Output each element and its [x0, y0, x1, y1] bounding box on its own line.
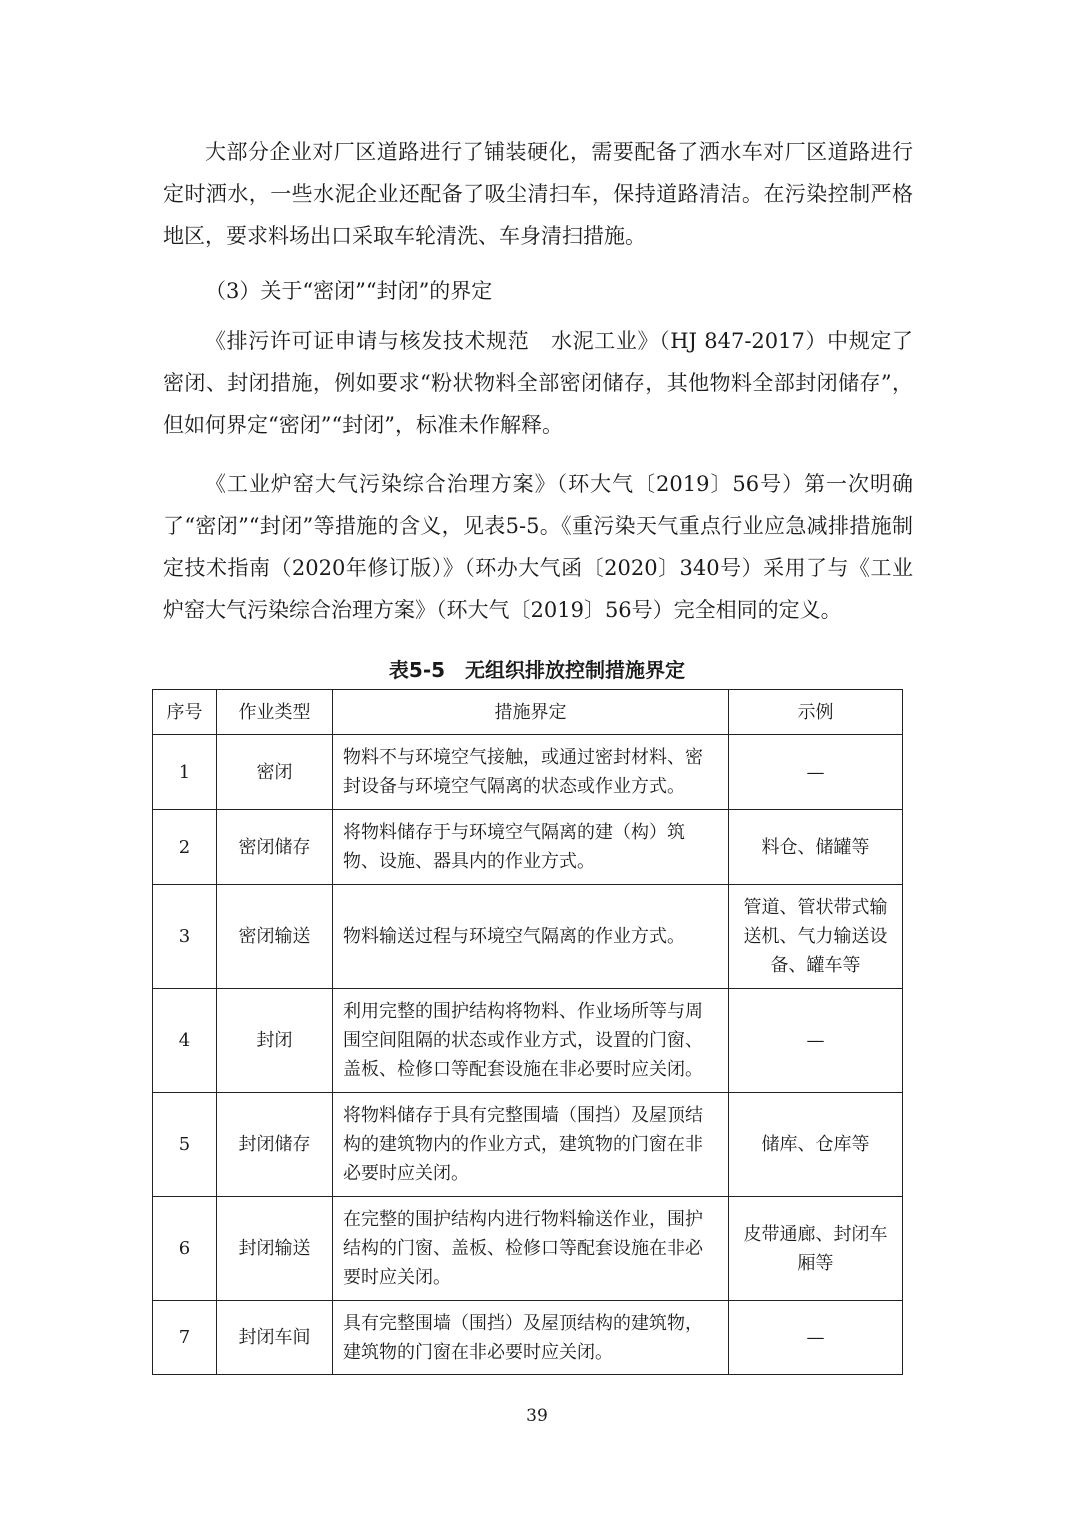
row-definition: 将物料储存于与环境空气隔离的建（构）筑物、设施、器具内的作业方式。: [333, 810, 729, 885]
row-example: 皮带通廊、封闭车厢等: [729, 1197, 903, 1301]
header-no: 序号: [153, 690, 217, 735]
row-no: 7: [153, 1301, 217, 1375]
row-example: —: [729, 1301, 903, 1375]
paragraph-road-cleaning: 大部分企业对厂区道路进行了铺装硬化，需要配备了洒水车对厂区道路进行定时洒水，一些水泥企业还配备了吸尘清扫车，保持道路清洁。在污染控制严格地区，要求料场出口采取车轮清洗、车身清扫措施。: [163, 140, 913, 248]
row-example: —: [729, 989, 903, 1093]
table-row: [153, 1093, 903, 1197]
row-no: 2: [153, 810, 217, 885]
row-definition: 利用完整的围护结构将物料、作业场所等与周围空间阻隔的状态或作业方式，设置的门窗、盖板、检修口等配套设施在非必要时应关闭。: [333, 989, 729, 1093]
definition-table: [152, 689, 903, 1375]
row-type: 封闭输送: [217, 1197, 333, 1301]
row-type: 密闭: [217, 735, 333, 810]
row-type: 密闭输送: [217, 885, 333, 989]
row-definition: 物料不与环境空气接触，或通过密封材料、密封设备与环境空气隔离的状态或作业方式。: [333, 735, 729, 810]
table-caption: 表5-5 无组织排放控制措施界定: [388, 658, 686, 682]
table-row: [153, 1197, 903, 1301]
row-definition: 物料输送过程与环境空气隔离的作业方式。: [333, 885, 729, 989]
header-definition: 措施界定: [333, 690, 729, 735]
row-type: 封闭储存: [217, 1093, 333, 1197]
row-example: 储库、仓库等: [729, 1093, 903, 1197]
row-example: 料仓、储罐等: [729, 810, 903, 885]
row-example: 管道、管状带式输送机、气力输送设备、罐车等: [729, 885, 903, 989]
paragraph-heading-definition: （3）关于“密闭”“封闭”的界定: [205, 279, 493, 303]
table-row: [153, 1301, 903, 1375]
row-no: 6: [153, 1197, 217, 1301]
row-definition: 具有完整围墙（围挡）及屋顶结构的建筑物，建筑物的门窗在非必要时应关闭。: [333, 1301, 729, 1375]
table-row: [153, 885, 903, 989]
header-type: 作业类型: [217, 690, 333, 735]
row-example: —: [729, 735, 903, 810]
paragraph-industrial-kiln: 《工业炉窑大气污染综合治理方案》（环大气〔2019〕56号）第一次明确了“密闭”“封闭”等措施的含义，见表5-5。《重污染天气重点行业应急减排措施制定技术指南（2020年修订版）》（环办大气函〔2020〕340号）采用了与《工业炉窑大气污染综合治理方案》（环大气〔2019〕56号）完全相同的定义。: [163, 472, 913, 622]
row-no: 1: [153, 735, 217, 810]
header-example: 示例: [729, 690, 903, 735]
row-type: 封闭车间: [217, 1301, 333, 1375]
row-no: 5: [153, 1093, 217, 1197]
row-definition: 在完整的围护结构内进行物料输送作业，围护结构的门窗、盖板、检修口等配套设施在非必要时应关闭。: [333, 1197, 729, 1301]
table-row: [153, 735, 903, 810]
row-type: 封闭: [217, 989, 333, 1093]
table-row: [153, 989, 903, 1093]
row-no: 3: [153, 885, 217, 989]
row-type: 密闭储存: [217, 810, 333, 885]
paragraph-hj847: 《排污许可证申请与核发技术规范 水泥工业》（HJ 847-2017）中规定了密闭、封闭措施，例如要求“粉状物料全部密闭储存，其他物料全部封闭储存”，但如何界定“密闭”“封闭”，标准未作解释。: [163, 329, 913, 437]
table-row: [153, 810, 903, 885]
page-number: 39: [526, 1406, 548, 1426]
row-definition: 将物料储存于具有完整围墙（围挡）及屋顶结构的建筑物内的作业方式，建筑物的门窗在非必要时应关闭。: [333, 1093, 729, 1197]
row-no: 4: [153, 989, 217, 1093]
table-header-row: [153, 690, 903, 735]
